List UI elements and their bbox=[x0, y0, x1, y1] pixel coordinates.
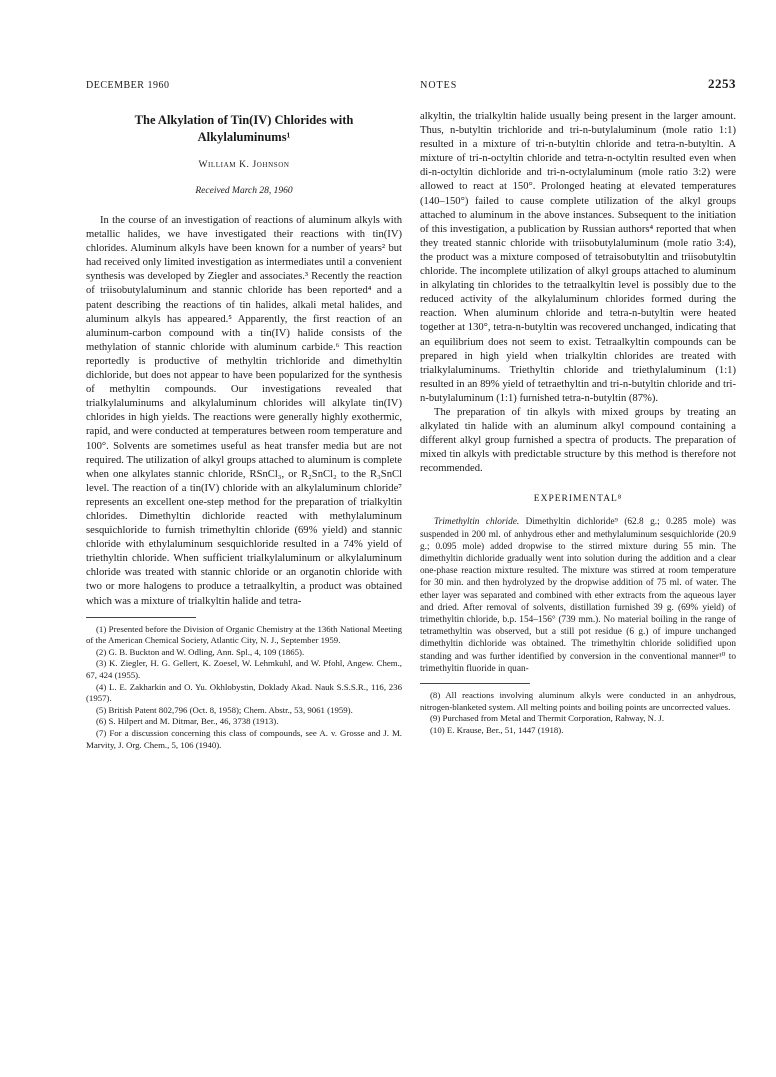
footnote: (3) K. Ziegler, H. G. Gellert, K. Zoesel, W. Lehmkuhl, and W. Pfohl, Angew. Chem., 67, 424 (1955). bbox=[86, 658, 402, 680]
title-line-1: The Alkylation of Tin(IV) Chlorides with bbox=[134, 113, 354, 127]
article-title bbox=[86, 112, 402, 146]
experimental-heading: EXPERIMENTAL⁸ bbox=[533, 494, 623, 505]
body-paragraph-1: In the course of an investigation of reactions of aluminum alkyls with metallic halides, we have investigated their reactions with tin(IV) chlorides. Aluminum alkyls have been known for a number of years² but had received only limited investigation as intermediates until a convenient synthesis was developed by Ziegler and associates.³ Recently the reaction of triisobutylaluminum and stannic chloride has been reported⁴ and a patent describing the reactions of tin halides, alkali metal halides, and aluminum alkyls has appeared.⁵ Apparently, the first reaction of an aluminum-carbon compound with a tin(IV) halide consists of the methylation of stannic chloride with aluminum carbide.⁶ This reaction reportedly is productive of methyltin trichloride and dimethyltin dichloride, but does not appear to have been popularized for the synthesis of methyltin compounds. Our investigations revealed that trialkylaluminums and alkylaluminum chlorides will alkylate tin(IV) chlorides in high yields. The reactions were generally highly exothermic, rapid, and were conducted at temperatures between room temperature and 100°. Solvents are sometimes useful as heat transfer media but are not required. The utilization of alkyl groups attached to aluminum is complete when one alkylates stannic chloride, RSnCl₃, or R₂SnCl₂ to the R₃SnCl level. The reaction of a tin(IV) chloride with an alkylaluminum chloride⁷ represents an excellent one-step method for the preparation of trialkyltin chlorides. Dimethyltin dichloride reacted with methylaluminum sesquichloride to furnish trimethyltin chloride (69% yield) and stannic chloride with ethylaluminum sesquichloride resulted in a 74% yield of triethyltin chloride. When sufficient trialkylaluminum or alkylaluminum chloride was treated with stannic chloride or an organotin chloride with two or more halogens to produce a tetraalkyltin, a product was obtained which was a mixture of trialkyltin halide and tetra- bbox=[86, 215, 402, 607]
footnote: (8) All reactions involving aluminum alkyls were conducted in an anhydrous, nitrogen-blanketed system. All melting points and boiling points are uncorrected values. bbox=[420, 690, 736, 712]
header-section: NOTES bbox=[420, 80, 458, 91]
footnote: (4) L. E. Zakharkin and O. Yu. Okhlobystin, Doklady Akad. Nauk S.S.S.R., 116, 236 (1957). bbox=[86, 681, 402, 704]
footnote-rule bbox=[86, 617, 196, 618]
footnote: (7) For a discussion concerning this class of compounds, see A. v. Grosse and J. M. Marvity, J. Org. Chem., 5, 106 (1940). bbox=[86, 727, 402, 750]
body-paragraph-2: alkyltin, the trialkyltin halide usually being present in the larger amount. Thus, n-butyltin trichloride and tri-n-butylaluminum (mole ratio 1:1) resulted in a mixture of tri-n-butyltin chloride and tetra-n-butyltin. A mixture of tri-n-octyltin chloride and tetra-n-octyltin resulted even when di-n-octyltin dichloride and tri-n-octylaluminum (mole ratio 3:2) were allowed to react at 150°. Prolonged heating at elevated temperatures (140–150°) failed to cause complete utilization of the alkyl groups attached to aluminum in the above instances. Subsequent to the initiation of this investigation, a publication by Russian authors⁴ reported that when they treated stannic chloride with triisobutylaluminum (mole ratio 3:4), the product was a mixture composed of tetraisobutyltin and triisobutyltin chloride. The incomplete utilization of alkyl groups attached to aluminum in alkylating tin chlorides to the tetraalkyltin level is possibly due to the reduced activity of the alkylaluminum chlorides formed during the reaction. When aluminum chloride and tetra-n-butyltin were heated together at 130°, tetra-n-butyltin was recovered unchanged, indicating that an equilibrium does not seem to exist. Tetraalkyltin compounds can be prepared in high yield when trialkyltin chlorides are treated with trialkylaluminums. Triethyltin chloride and triethylaluminum (1:1) resulted in an 89% yield of tetraethyltin and tri-n-butyltin chloride and tri-n-butylaluminum (1:1) furnished tetra-n-butyltin (87%). bbox=[420, 111, 736, 404]
footnotes-right bbox=[420, 690, 736, 736]
right-column bbox=[420, 110, 736, 751]
experimental-lead: Trimethyltin chloride. bbox=[434, 517, 520, 528]
body-paragraph-3: The preparation of tin alkyls with mixed groups by treating an alkylated tin halide with an aluminum alkyl compound containing a different alkyl group furnished a spectra of products. The preparation of mixed tin alkyls with predictable structure by this method is therefore not recommended. bbox=[420, 406, 736, 475]
title-line-2: Alkylaluminums¹ bbox=[197, 130, 291, 144]
footnote: (5) British Patent 802,796 (Oct. 8, 1958); Chem. Abstr., 53, 9061 (1959). bbox=[96, 704, 353, 715]
received-date: Received March 28, 1960 bbox=[195, 186, 293, 196]
two-column-body bbox=[86, 110, 736, 751]
footnote-rule-right bbox=[420, 683, 530, 684]
footnote: (1) Presented before the Division of Organic Chemistry at the 136th National Meeting of the American Chemical Society, Atlantic City, N. J., September 1959. bbox=[86, 623, 402, 646]
footnote: (10) E. Krause, Ber., 51, 1447 (1918). bbox=[430, 724, 564, 735]
author-name: William K. Johnson bbox=[198, 160, 290, 170]
left-column bbox=[86, 110, 402, 751]
footnote: (6) S. Hilpert and M. Ditmar, Ber., 46, 3738 (1913). bbox=[96, 716, 279, 727]
header-date: DECEMBER 1960 bbox=[86, 80, 170, 91]
footnote: (9) Purchased from Metal and Thermit Corporation, Rahway, N. J. bbox=[430, 713, 665, 724]
footnotes-left bbox=[86, 624, 402, 752]
running-head bbox=[86, 76, 736, 92]
experimental-paragraph bbox=[420, 516, 736, 675]
experimental-text: Dimethyltin dichloride⁹ (62.8 g.; 0.285 mole) was suspended in 200 ml. of anhydrous ether and methylaluminum sesquichloride (20.9 g.; 0.095 mole) added dropwise to the stirred mixture during 55 min. The dimethyltin dichloride gradually went into solution during the addition and a clear one-phase reaction mixture resulted. The mixture was stirred at room temperature for 30 min. and then hydrolyzed by the dropwise addition of 75 ml. of water. The ether layer was separated and combined with ether extracts from the aqueous layer and dried. After removal of solvents, distillation furnished 39 g. (69% yield) of trimethyltin chloride, b.p. 154–156° (739 mm.). No material boiling in the range of tetramethyltin was observed, but a still pot residue (6 g.) of impure unchanged dimethyltin dichloride was obtained. The trimethyltin chloride solidified upon standing and was further identified by conversion in the conventional manner¹⁰ to trimethyltin fluoride in quan- bbox=[420, 517, 736, 674]
footnote: (2) G. B. Buckton and W. Odling, Ann. Spl., 4, 109 (1865). bbox=[96, 646, 305, 657]
header-page-number: 2253 bbox=[708, 76, 736, 91]
